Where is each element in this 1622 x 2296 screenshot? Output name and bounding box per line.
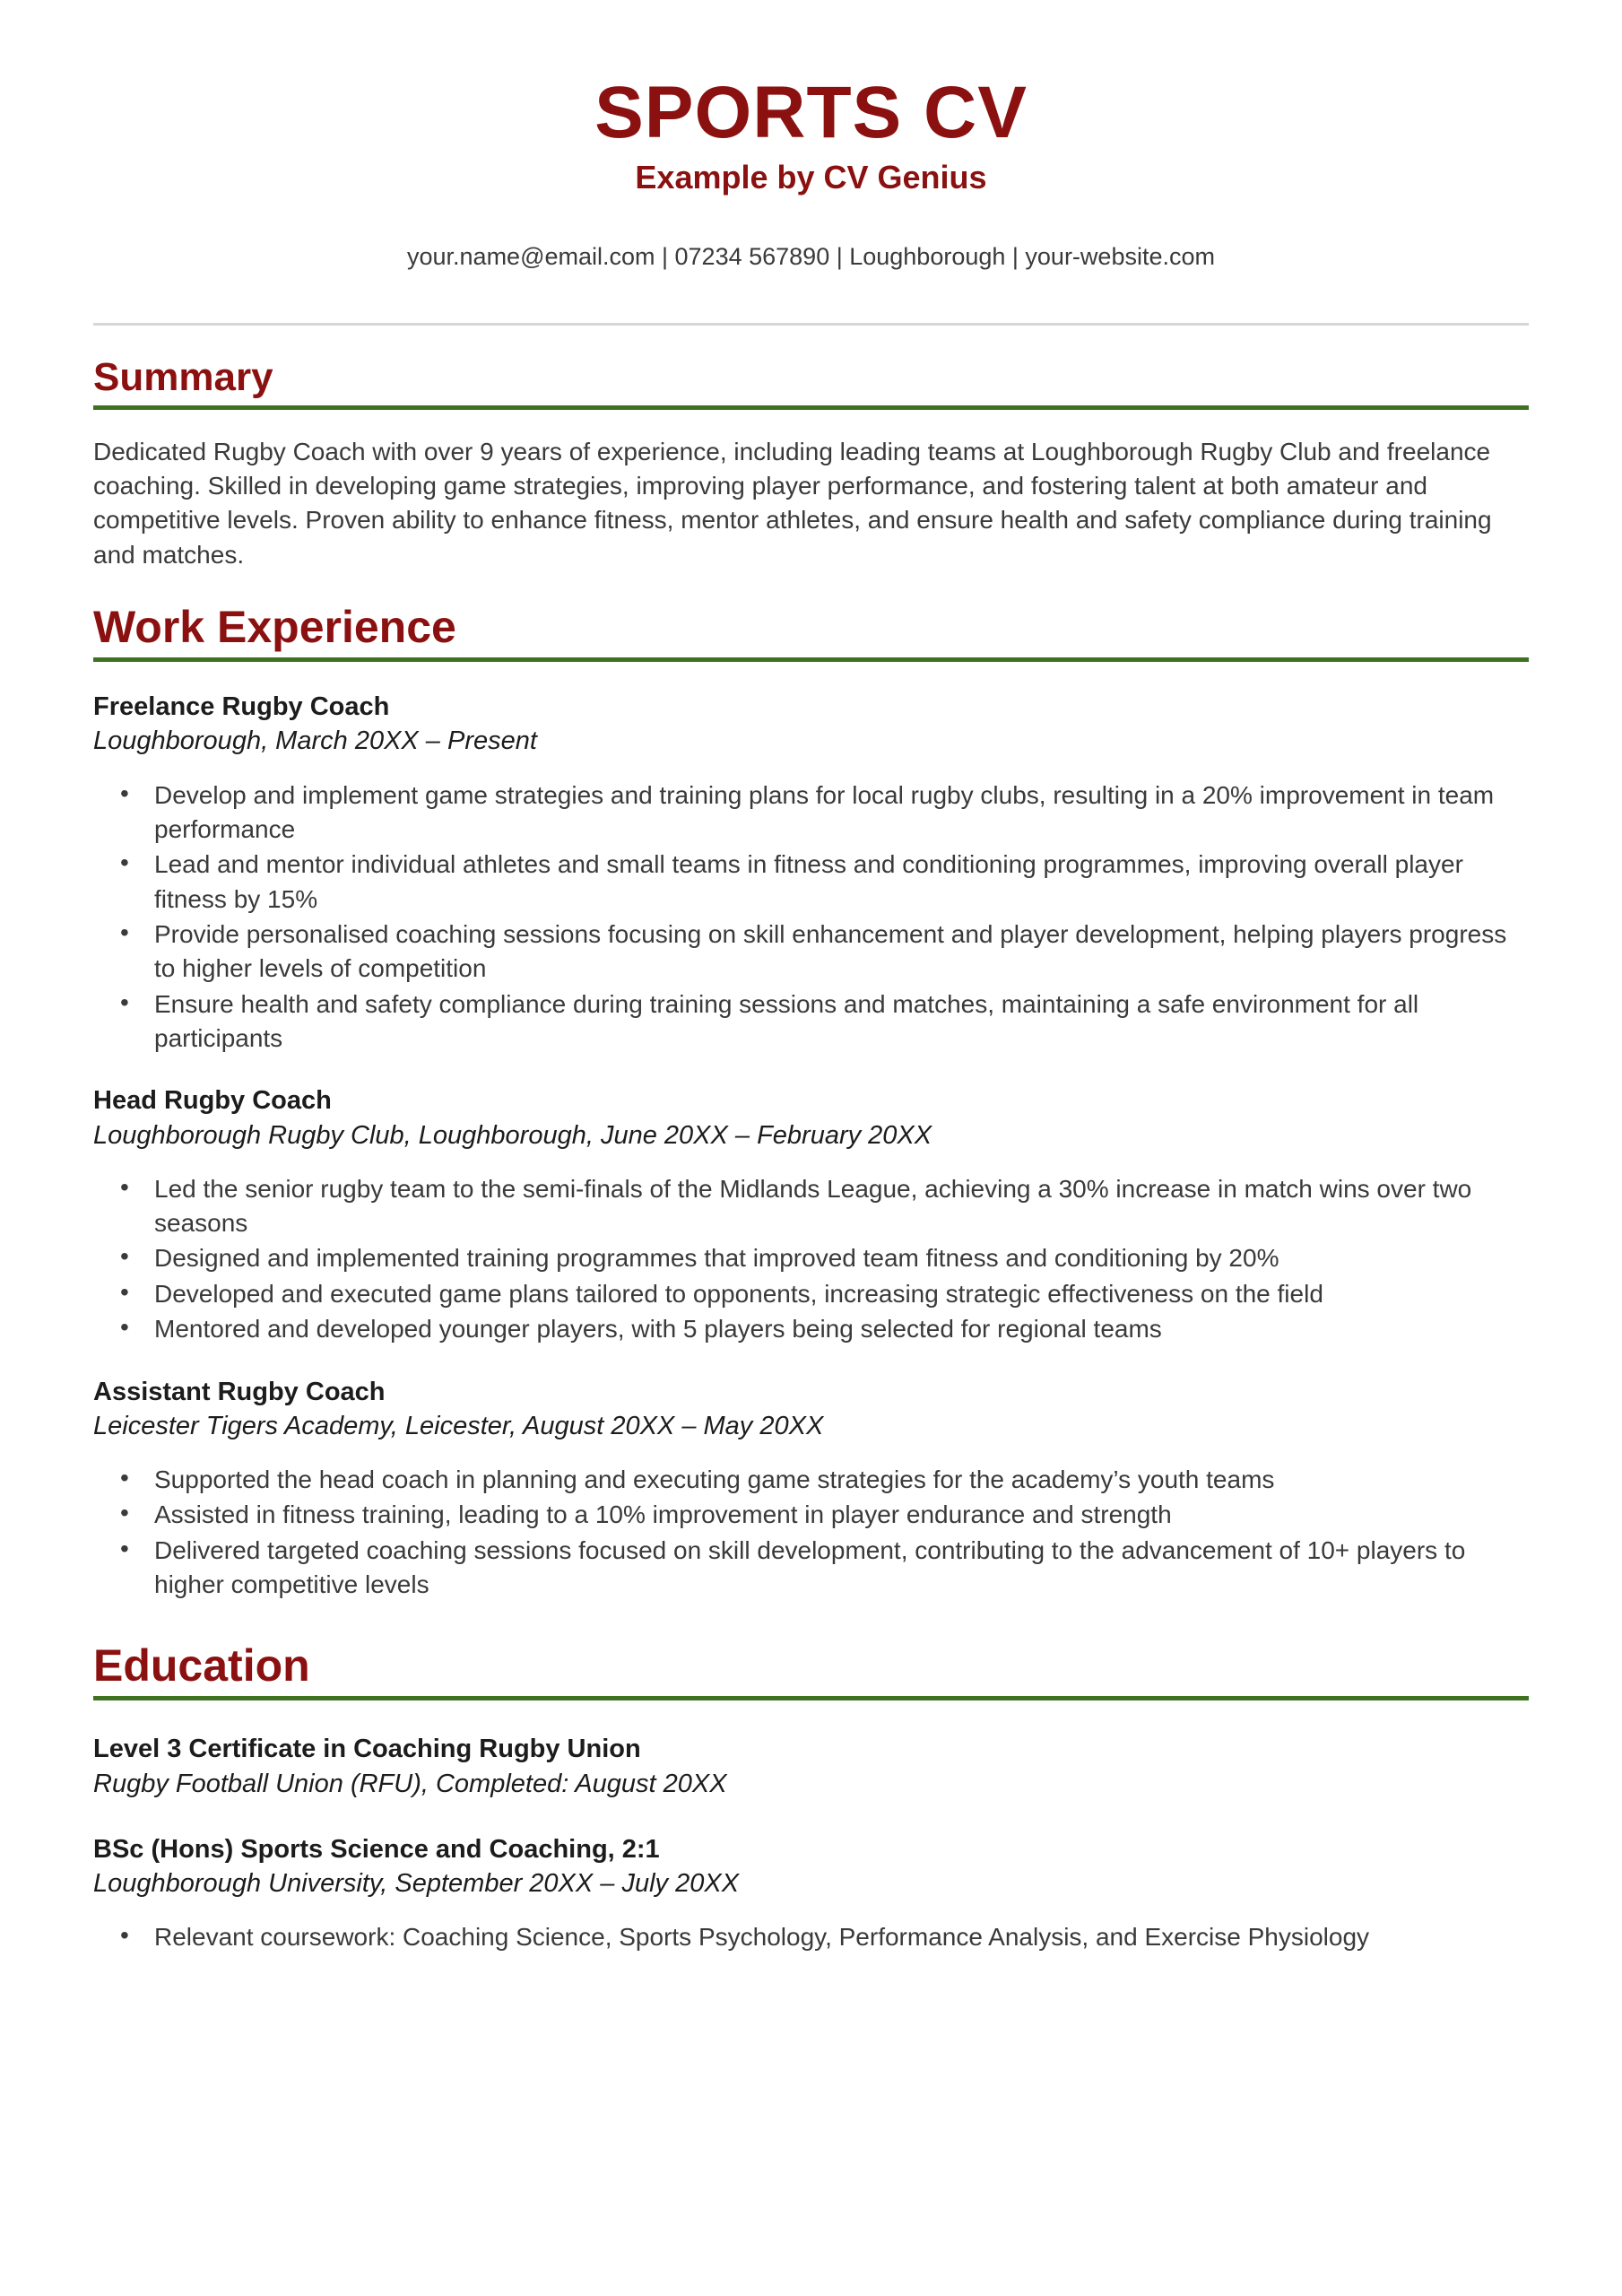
job-bullets [93,778,1529,1057]
list-item: • Lead and mentor individual athletes and small teams in fitness and conditioning programmes, improving overall player fitness by 15% [93,848,1529,917]
list-item: • Assisted in fitness training, leading to a 10% improvement in player endurance and strength [93,1498,1529,1532]
contact-info: your.name@email.com | 07234 567890 | Loughborough | your-website.com [407,243,1215,271]
education-entry [93,1833,1529,1955]
list-item: • Led the senior rugby team to the semi-finals of the Midlands League, achieving a 30% increase in match wins over two seasons [93,1172,1529,1241]
job-title: Assistant Rugby Coach [93,1377,386,1406]
job-meta: Loughborough, March 20XX – Present [93,726,537,756]
section-work-experience [93,603,1529,1602]
section-rule-work-experience [93,657,1529,662]
education-meta: Rugby Football Union (RFU), Completed: August 20XX [93,1769,727,1798]
list-item: • Mentored and developed younger players, with 5 players being selected for regional teams [93,1312,1529,1346]
list-item: • Delivered targeted coaching sessions focused on skill development, contributing to the advancement of 10+ players to higher competitive levels [93,1534,1529,1603]
cv-header [93,0,1529,326]
job-title: Head Rugby Coach [93,1086,332,1116]
list-item: • Ensure health and safety compliance during training sessions and matches, maintaining a safe environment for all participants [93,987,1529,1057]
section-rule-education [93,1696,1529,1700]
summary-text: Dedicated Rugby Coach with over 9 years of experience, including leading teams at Loughborough Rugby Club and freelance coaching. Skilled in developing game strategies, improving player performance, and fostering talent at both amateur and competitive levels. Proven ability to enhance fitness, mentor athletes, and ensure health and safety compliance during training and matches. [93,437,1492,569]
section-heading-education: Education [93,1640,310,1692]
education-entry [93,1733,1529,1800]
education-meta: Loughborough University, September 20XX – July 20XX [93,1868,740,1898]
section-education [93,1641,1529,1954]
list-item: • Designed and implemented training programmes that improved team fitness and conditioning by 20% [93,1241,1529,1275]
list-item: • Supported the head coach in planning and executing game strategies for the academy’s youth teams [93,1463,1529,1497]
job-meta: Leicester Tigers Academy, Leicester, August 20XX – May 20XX [93,1411,824,1440]
page-subtitle: Example by CV Genius [635,158,987,196]
work-entry [93,691,1529,1056]
section-heading-work-experience: Work Experience [93,602,456,653]
section-rule-summary [93,405,1529,410]
work-entry [93,1376,1529,1603]
section-summary [93,356,1529,572]
page-title: SPORTS CV [594,72,1028,153]
list-item: • Relevant coursework: Coaching Science, Sports Psychology, Performance Analysis, and Exercise Physiology [93,1920,1529,1954]
job-meta: Loughborough Rugby Club, Loughborough, June 20XX – February 20XX [93,1120,932,1150]
section-heading-summary: Summary [93,355,273,400]
header-divider [93,323,1529,326]
education-bullets [93,1920,1529,1954]
work-entry [93,1084,1529,1346]
job-bullets [93,1172,1529,1347]
list-item: • Developed and executed game plans tailored to opponents, increasing strategic effectiveness on the field [93,1277,1529,1311]
list-item: • Provide personalised coaching sessions focusing on skill enhancement and player development, helping players progress to higher levels of competition [93,918,1529,987]
list-item: • Develop and implement game strategies and training plans for local rugby clubs, resulting in a 20% improvement in team performance [93,778,1529,848]
education-title: BSc (Hons) Sports Science and Coaching, 2:1 [93,1834,660,1864]
education-title: Level 3 Certificate in Coaching Rugby Union [93,1735,641,1764]
job-bullets [93,1463,1529,1602]
job-title: Freelance Rugby Coach [93,692,390,722]
